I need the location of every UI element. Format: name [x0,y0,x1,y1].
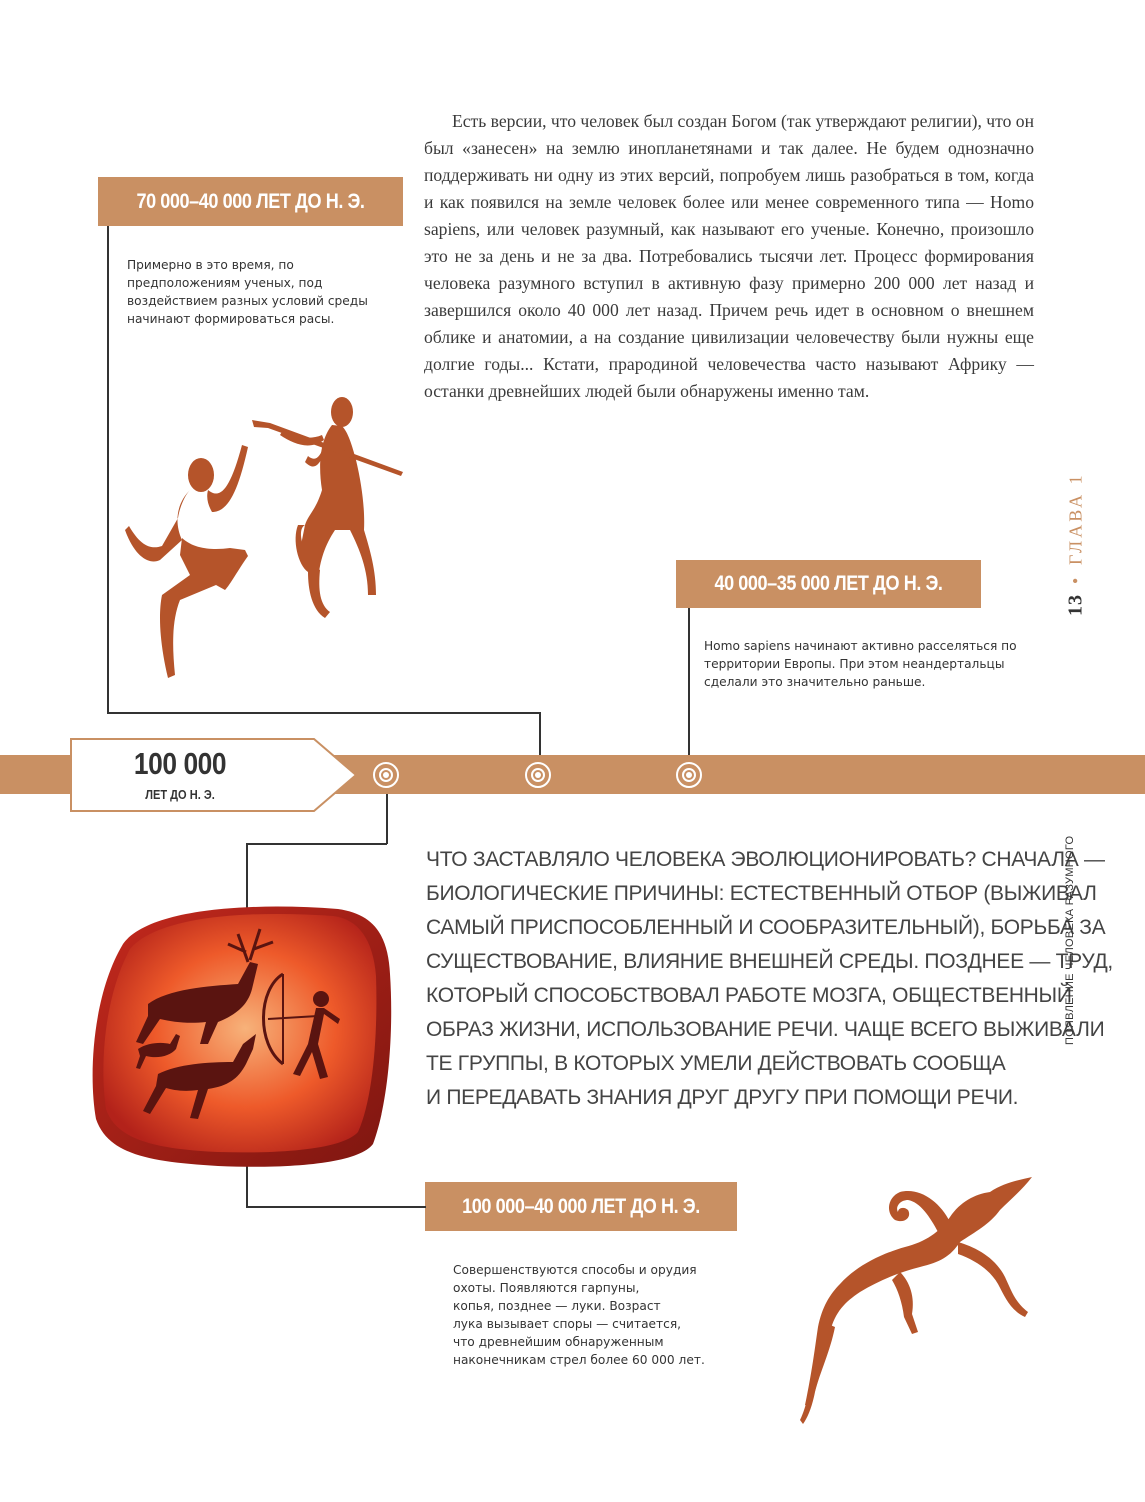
event-text-line: Совершенствуются способы и орудия [453,1263,697,1277]
event-label-70000: 70 000–40 000 ЛЕТ ДО Н. Э. [98,177,403,226]
event-text-100000 [453,1261,753,1369]
connector-line [107,712,540,714]
connector-line [386,794,388,844]
highlight-line: КОТОРЫЙ СПОСОБСТВОВАЛ РАБОТЕ МОЗГА, ОБЩЕСТВЕННЫЙ [426,984,1072,1007]
leaping-goat-icon [800,1162,1040,1424]
event-text-line: копья, позднее — луки. Возраст [453,1299,661,1313]
separator-dot: • [1065,574,1086,584]
event-label-100000: 100 000–40 000 ЛЕТ ДО Н. Э. [425,1182,737,1231]
event-text-line: что древнейшим обнаруженным [453,1335,664,1349]
timeline-start-caption: ЛЕТ ДО Н. Э. [145,787,215,802]
highlight-line: И ПЕРЕДАВАТЬ ЗНАНИЯ ДРУГ ДРУГУ ПРИ ПОМОЩИ РЕЧИ. [426,1086,1019,1109]
connector-line [246,1206,426,1208]
highlight-line: ЧТО ЗАСТАВЛЯЛО ЧЕЛОВЕКА ЭВОЛЮЦИОНИРОВАТЬ? СНАЧАЛА — [426,848,1105,871]
page-number: 13 [1064,594,1087,616]
timeline-marker-icon[interactable] [676,762,702,788]
chapter-label: ГЛАВА 1 [1065,472,1086,565]
event-text-70000: Примерно в это время, по предположениям ученых, под воздействием разных условий среды начинают формироваться расы. [127,258,368,326]
connector-line [539,712,541,755]
event-text-line: наконечникам стрел более 60 000 лет. [453,1353,705,1367]
event-label-40000: 40 000–35 000 ЛЕТ ДО Н. Э. [676,560,981,608]
connector-line [688,608,690,755]
cave-hunters-icon [120,390,410,680]
section-title: ПОЯВЛЕНИЕ ЧЕЛОВЕКА РАЗУМНОГО [1064,835,1076,1045]
connector-line [107,226,109,713]
event-text-40000: Homo sapiens начинают активно расселяться по территории Европы. При этом неандертальцы сделали это значительно раньше. [704,639,1017,689]
highlight-line: ОБРАЗ ЖИЗНИ, ИСПОЛЬЗОВАНИЕ РЕЧИ. ЧАЩЕ ВСЕГО ВЫЖИВАЛИ [426,1018,1105,1041]
highlight-line: САМЫЙ ПРИСПОСОБЛЕННЫЙ И СООБРАЗИТЕЛЬНЫЙ), БОРЬБА ЗА [426,916,1106,939]
sidebar-chapter [1058,436,1094,616]
highlight-line: СУЩЕСТВОВАНИЕ, ВЛИЯНИЕ ВНЕШНЕЙ СРЕДЫ. ПОЗДНЕЕ — ТРУД, [426,950,1113,973]
connector-line [246,843,387,845]
timeline-marker-icon[interactable] [525,762,551,788]
event-text-line: охоты. Появляются гарпуны, [453,1281,640,1295]
timeline-marker-icon[interactable] [373,762,399,788]
rock-painting-icon [88,904,398,1174]
highlight-line: ТЕ ГРУППЫ, В КОТОРЫХ УМЕЛИ ДЕЙСТВОВАТЬ СООБЩА [426,1052,1006,1075]
highlight-line: БИОЛОГИЧЕСКИЕ ПРИЧИНЫ: ЕСТЕСТВЕННЫЙ ОТБОР (ВЫЖИВАЛ [426,882,1097,905]
main-paragraph: Есть версии, что человек был создан Богом (так утверждают религии), что он был «занесен» на землю инопланетянами и так далее. Не будем однозначно поддерживать ни одну из этих версий, попробуем лишь разобраться в том, когда и как появился на земле человек более или менее современного типа — Homo sapiens, или человек разумный, как называют его ученые. Конечно, произошло это не за день и не за два. Потребовались тысячи лет. Процесс формирования человека разумного вступил в активную фазу примерно 200 000 лет назад и завершился около 40 000 лет назад. Причем речь идет в основном о внешнем облике и анатомии, а на создание цивилизации человечеству были нужны еще долгие годы... Кстати, прародиной человечества часто называют Африку — останки древнейших людей были обнаружены именно там. [424,111,1034,401]
timeline-start-number: 100 000 [133,746,227,781]
event-text-line: лука вызывает споры — считается, [453,1317,682,1331]
